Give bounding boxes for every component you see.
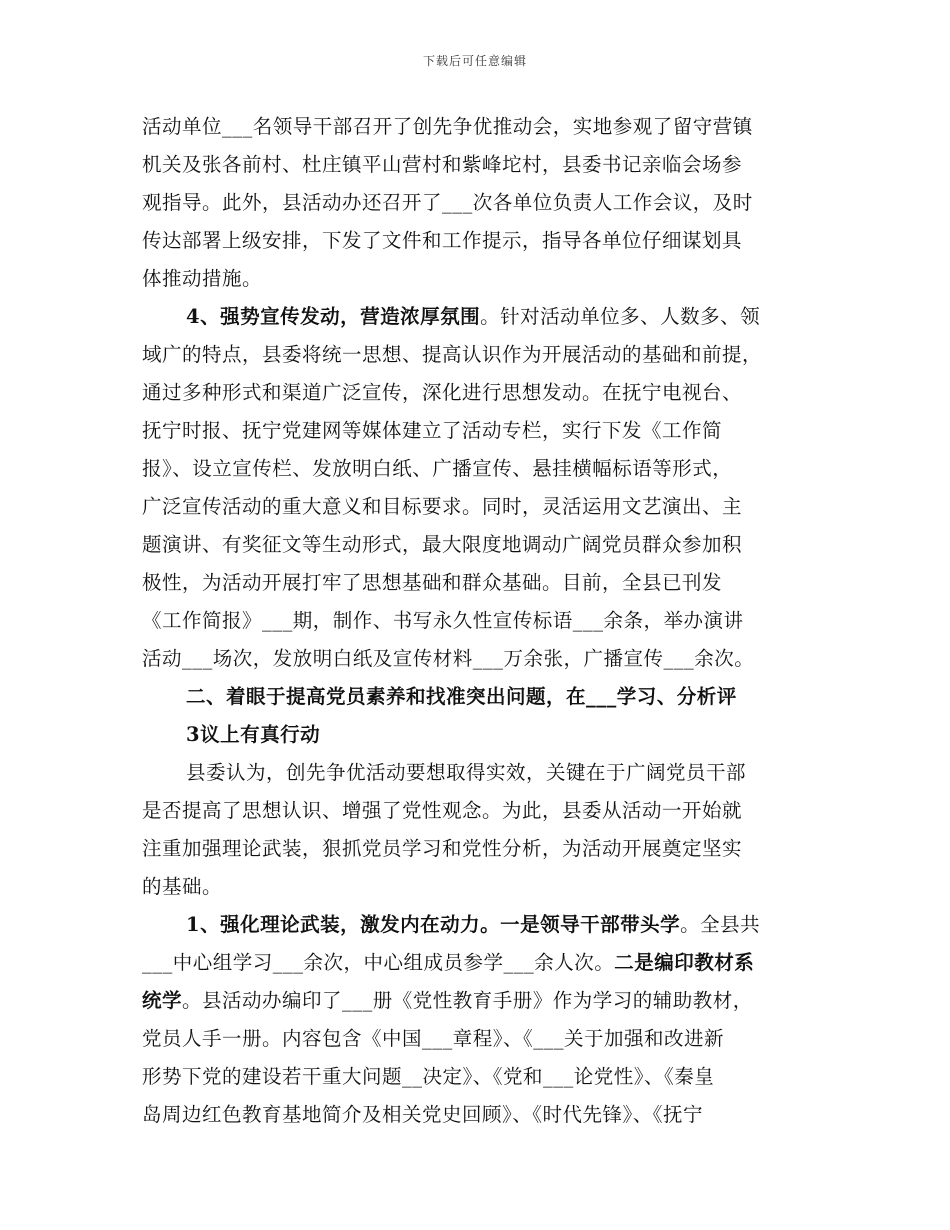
text-line: [142, 108, 822, 146]
text-segment: 注重加强理论武装，狠抓党员学习和党性分析，为活动开展奠定坚实: [142, 837, 743, 860]
text-line: [142, 640, 822, 678]
text-segment: 抚宁时报、抚宁党建网等媒体建立了活动专栏，实行下发《工作简: [142, 419, 723, 442]
text-line: [142, 716, 822, 754]
text-segment: 广泛宣传活动的重大意义和目标要求。同时，灵活运用文艺演出、主: [142, 495, 743, 518]
text-line: [142, 1020, 822, 1058]
text-line: [142, 374, 822, 412]
text-line: [142, 564, 822, 602]
text-segment: 报》、设立宣传栏、发放明白纸、广播宣传、悬挂横幅标语等形式，: [142, 457, 733, 480]
text-segment: 传达部署上级安排，下发了文件和工作提示，指导各单位仔细谋划具: [142, 229, 743, 252]
text-segment: 活动___场次，发放明白纸及宣传材料___万余张，广播宣传___余次。: [142, 647, 755, 670]
text-segment: 机关及张各前村、杜庄镇平山营村和紫峰坨村，县委书记亲临会场参: [142, 153, 743, 176]
text-line: [142, 868, 822, 906]
bold-text-segment: 二是编印教材系: [614, 951, 755, 974]
text-line: [142, 906, 822, 944]
text-segment: 活动单位___名领导干部召开了创先争优推动会，实地参观了留守营镇: [142, 115, 753, 138]
text-segment: 通过多种形式和渠道广泛宣传，深化进行思想发动。在抚宁电视台、: [142, 381, 743, 404]
bold-text-segment: 二、着眼于提高党员素养和找准突出问题，在___学习、分析评: [186, 685, 737, 708]
text-line: [142, 602, 822, 640]
text-segment: 形势下党的建设若干重大问题__决定》、《党和___论党性》、《秦皇: [142, 1065, 715, 1088]
text-segment: 是否提高了思想认识、增强了党性观念。为此，县委从活动一开始就: [142, 799, 743, 822]
text-segment: 《工作简报》___期，制作、书写永久性宣传标语___余条，举办演讲: [142, 609, 744, 632]
text-segment: ___中心组学习___余次，中心组成员参学___余人次。: [142, 951, 615, 974]
text-line: [142, 336, 822, 374]
text-segment: 岛周边红色教育基地简介及相关党史回顾》、《时代先锋》、《抚宁: [142, 1103, 704, 1126]
text-segment: 极性，为活动开展打牢了思想基础和群众基础。目前，全县已刊发: [142, 571, 723, 594]
text-line: [142, 944, 822, 982]
text-segment: 县委认为，创先争优活动要想取得实效，关键在于广阔党员干部: [186, 761, 747, 784]
document-body: [142, 108, 822, 1134]
bold-text-segment: 1、强化理论武装，激发内在动力。一是领导干部带头学: [186, 913, 681, 936]
text-line: [142, 450, 822, 488]
text-line: [142, 526, 822, 564]
text-segment: 党员人手一册。内容包含《中国___章程》、《___关于加强和改进新: [142, 1027, 725, 1050]
text-line: [142, 1058, 822, 1096]
text-line: [142, 982, 822, 1020]
text-segment: 题演讲、有奖征文等生动形式，最大限度地调动广阔党员群众参加积: [142, 533, 743, 556]
bold-text-segment: 统学: [142, 989, 183, 1012]
page-header: 下载后可任意编辑: [422, 54, 527, 68]
text-segment: 。县活动办编印了___册《党性教育手册》作为学习的辅助教材，: [182, 989, 753, 1012]
text-segment: 的基础。: [142, 875, 223, 898]
text-line: [142, 298, 822, 336]
bold-text-segment: 4、强势宣传发动，营造浓厚氛围: [186, 305, 481, 328]
text-line: [142, 678, 822, 716]
text-segment: 域广的特点，县委将统一思想、提高认识作为开展活动的基础和前提，: [142, 343, 763, 366]
bold-text-segment: 3议上有真行动: [186, 723, 321, 746]
text-segment: 。全县共: [680, 913, 761, 936]
text-line: [142, 488, 822, 526]
text-line: [142, 792, 822, 830]
text-line: [142, 412, 822, 450]
text-line: [142, 754, 822, 792]
text-line: [142, 146, 822, 184]
text-segment: 。针对活动单位多、人数多、领: [480, 305, 761, 328]
text-line: [142, 260, 822, 298]
text-line: [142, 184, 822, 222]
text-segment: 体推动措施。: [142, 267, 263, 290]
text-segment: 观指导。此外，县活动办还召开了___次各单位负责人工作会议，及时: [142, 191, 753, 214]
text-line: [142, 1096, 822, 1134]
text-line: [142, 222, 822, 260]
text-line: [142, 830, 822, 868]
